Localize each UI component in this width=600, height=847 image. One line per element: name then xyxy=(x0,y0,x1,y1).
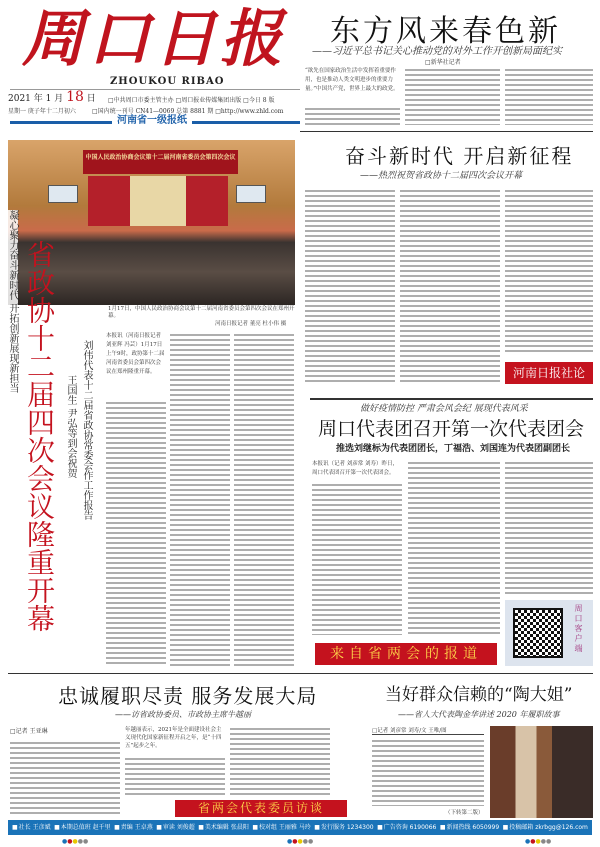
lead-deck-1: 刘伟代表十二届省政协常委会作工作报告 xyxy=(81,340,92,520)
footer-item: ■ 发行服务 1234300 xyxy=(314,820,373,835)
article-body xyxy=(125,756,225,796)
article-body xyxy=(305,106,400,126)
delegate-photo xyxy=(490,726,593,818)
date-suffix: 日 xyxy=(86,94,96,104)
article-body xyxy=(10,740,120,816)
article-body xyxy=(408,460,500,635)
delegation-title: 周口代表团召开第一次代表团会 xyxy=(318,418,585,440)
footer-item: ■ 美术编辑 张晨阳 xyxy=(198,820,249,835)
editorial-subtitle: ——热烈祝贺省政协十二届四次会议开幕 xyxy=(360,171,523,181)
issue-number: □国内统一刊号 CN41—0069 总第 8881 期 □http://www.zhld.com xyxy=(92,108,284,115)
top-story-byline: □新华社记者 xyxy=(425,59,461,66)
footer-item: ■ 本期总值班 赵千里 xyxy=(54,820,111,835)
interview1-byline: □记者 王亚琳 xyxy=(10,728,48,735)
photo-caption: 1月17日，中国人民政治协商会议第十二届河南省委员会第四次会议在郑州开幕。 xyxy=(108,306,295,319)
article-body xyxy=(505,67,593,125)
footer-item: ■ 审读 刘俊超 xyxy=(156,820,195,835)
color-registration-marks: ●●●●● xyxy=(525,838,552,845)
article-body xyxy=(505,460,593,595)
photo-credit: 河南日报记者 董亮 杜小伟 摄 xyxy=(215,321,287,327)
lead-deck-2: 王国生 尹弘等到会祝贺 xyxy=(65,375,76,479)
screen xyxy=(236,185,266,203)
top-story-subtitle: ——习近平总书记关心推动党的对外工作开创新局面纪实 xyxy=(312,46,562,57)
interview1-subtitle: ——访省政协委员、市政协主席牛越丽 xyxy=(115,710,251,719)
qr-label: 周口客户端 xyxy=(574,604,583,654)
article-body xyxy=(305,188,395,383)
article-body xyxy=(106,400,166,665)
delegation-kicker: 做好疫情防控 严肃会风会纪 展现代表风采 xyxy=(360,404,528,414)
footer-item: ■ 广告咨询 6190066 xyxy=(377,820,436,835)
qr-code[interactable] xyxy=(513,608,563,658)
article-body xyxy=(405,67,500,125)
divider xyxy=(8,673,593,674)
article-body xyxy=(505,188,593,353)
masthead-logo: 周口日报 xyxy=(22,2,287,75)
spacer xyxy=(335,726,340,727)
issue-date xyxy=(8,90,96,106)
delegation-intro: 本报讯（记者 刘彦常 刘寿）昨日，周口代表团召开第一次代表团会。 xyxy=(312,461,398,476)
delegation-subtitle: 推选刘继标为代表团团长，丁福浩、刘国连为代表团副团长 xyxy=(336,444,571,454)
interview2-subtitle: ——省人大代表陶金华讲述 2020 年履职故事 xyxy=(398,710,560,719)
color-registration-marks: ●●●●● xyxy=(287,838,314,845)
stage xyxy=(88,176,228,226)
date-day: 18 xyxy=(66,89,84,105)
divider xyxy=(300,131,593,132)
lead-headline: 省政协十二届四次会议隆重开幕 xyxy=(23,240,56,632)
interview1-title: 忠诚履职尽责 服务发展大局 xyxy=(58,684,318,708)
top-story-lead: “欲先在国家政治生活中发挥着重要作用，也是推动人类文明进步的重要力量。”中国共产党，世界上最大的政党。 xyxy=(305,68,399,92)
footer-bar xyxy=(8,820,592,835)
date-prefix: 2021 年 1 月 xyxy=(8,94,64,104)
article-body xyxy=(400,188,500,383)
photo-banner: 中国人民政治协商会议第十二届河南省委员会第四次会议 xyxy=(83,150,238,174)
article-body xyxy=(312,482,402,635)
article-body xyxy=(170,332,230,666)
divider xyxy=(310,398,593,400)
lead-kicker: 凝心聚力奋斗新时代 开拓创新展现新担当 xyxy=(7,210,18,394)
screen xyxy=(48,185,78,203)
continued-note: （下转第二版） xyxy=(445,810,484,816)
grade-label: 河南省一级报纸 xyxy=(112,115,192,127)
article-body xyxy=(234,332,294,666)
editorial-title: 奋斗新时代 开启新征程 xyxy=(345,144,574,168)
lunar-date: 星期一 庚子年十二月初六 xyxy=(8,108,76,115)
footer-item: ■ 社长 王彦斌 xyxy=(12,820,51,835)
qr-box xyxy=(505,600,593,666)
color-registration-marks: ●●●●● xyxy=(62,838,89,845)
article-body xyxy=(230,726,330,796)
top-story-title: 东方风来春色新 xyxy=(330,14,561,49)
masthead-english: ZHOUKOU RIBAO xyxy=(110,76,225,87)
interview-section-banner: 省两会代表委员访谈 xyxy=(175,800,347,817)
editorial-label: 河南日报社论 xyxy=(505,362,593,384)
article-body xyxy=(372,738,484,806)
footer-item: ■ 投稿邮箱 zkrbgg@126.com xyxy=(503,820,588,835)
interview2-title: 当好群众信赖的“陶大姐” xyxy=(385,685,573,705)
lead-intro: 本报讯（河南日报记者 刘亚辉 冯芸）1月17日上午9时，政协第十二届河南省委员会第四次会议在郑州隆重开幕。 xyxy=(106,333,165,375)
footer-item: ■ 新闻热线 6050999 xyxy=(440,820,499,835)
interview1-lead: 年越丽表示，2021年是全面建设社会主义现代化国家新征程开启之年，是“十四五”起步之年。 xyxy=(125,727,222,749)
footer-item: ■ 校对组 王丽雅 马玲 xyxy=(252,820,311,835)
footer-item: ■ 责编 王卓燕 xyxy=(114,820,153,835)
publisher-info: □中共周口市委主管主办 □周口报业传媒集团出版 □今日 8 版 xyxy=(108,97,275,104)
section-banner: 来自省两会的报道 xyxy=(315,643,497,665)
interview2-byline: □记者 刘彦常 刘寿/文 王唯/图 xyxy=(372,726,484,735)
